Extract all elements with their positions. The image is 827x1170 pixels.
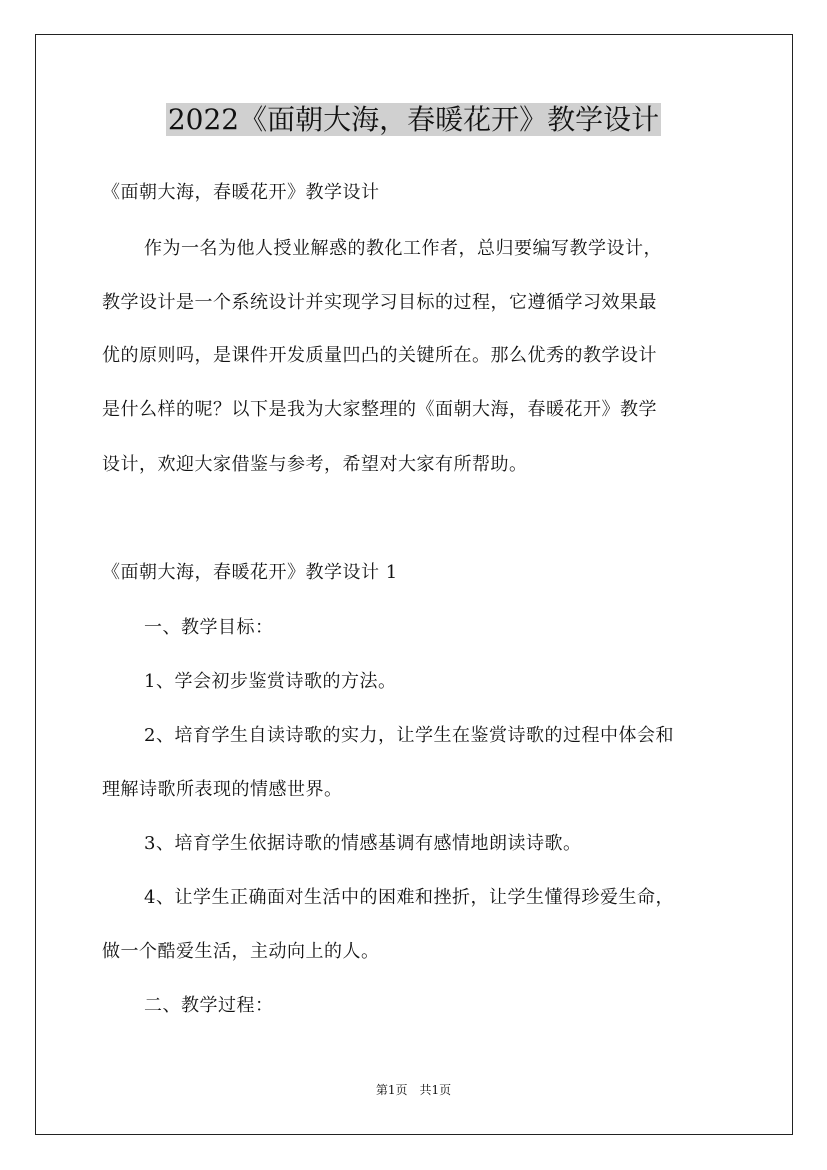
objective-line-2: 2、培育学生自读诗歌的实力，让学生在鉴赏诗歌的过程中体会和: [144, 725, 674, 746]
intro-line-2: 教学设计是一个系统设计并实现学习目标的过程，它遵循学习效果最: [102, 292, 657, 313]
objective-line-3: 理解诗歌所表现的情感世界。: [102, 779, 343, 800]
objectives-heading: 一、教学目标：: [144, 617, 274, 638]
intro-line-4: 是什么样的呢？以下是我为大家整理的《面朝大海，春暖花开》教学: [102, 399, 657, 420]
subtitle: 《面朝大海，春暖花开》教学设计: [102, 182, 380, 203]
process-heading: 二、教学过程：: [144, 995, 274, 1016]
section-title: 《面朝大海，春暖花开》教学设计 1: [102, 562, 398, 583]
page-total: 共1页: [419, 1083, 452, 1097]
document-title: 2022《面朝大海，春暖花开》教学设计: [167, 103, 660, 136]
intro-line-5: 设计，欢迎大家借鉴与参考，希望对大家有所帮助。: [102, 454, 528, 475]
page-number: 第1页: [375, 1083, 408, 1097]
intro-line-1: 作为一名为他人授业解惑的教化工作者，总归要编写教学设计，: [144, 238, 662, 259]
objective-line-4: 3、培育学生依据诗歌的情感基调有感情地朗读诗歌。: [144, 833, 582, 854]
objective-line-1: 1、学会初步鉴赏诗歌的方法。: [144, 671, 397, 692]
objective-line-6: 做一个酷爱生活，主动向上的人。: [102, 941, 380, 962]
objective-line-5: 4、让学生正确面对生活中的困难和挫折，让学生懂得珍爱生命，: [144, 887, 674, 908]
page-footer: [0, 1082, 827, 1098]
intro-line-3: 优的原则吗，是课件开发质量凹凸的关键所在。那么优秀的教学设计: [102, 345, 657, 366]
